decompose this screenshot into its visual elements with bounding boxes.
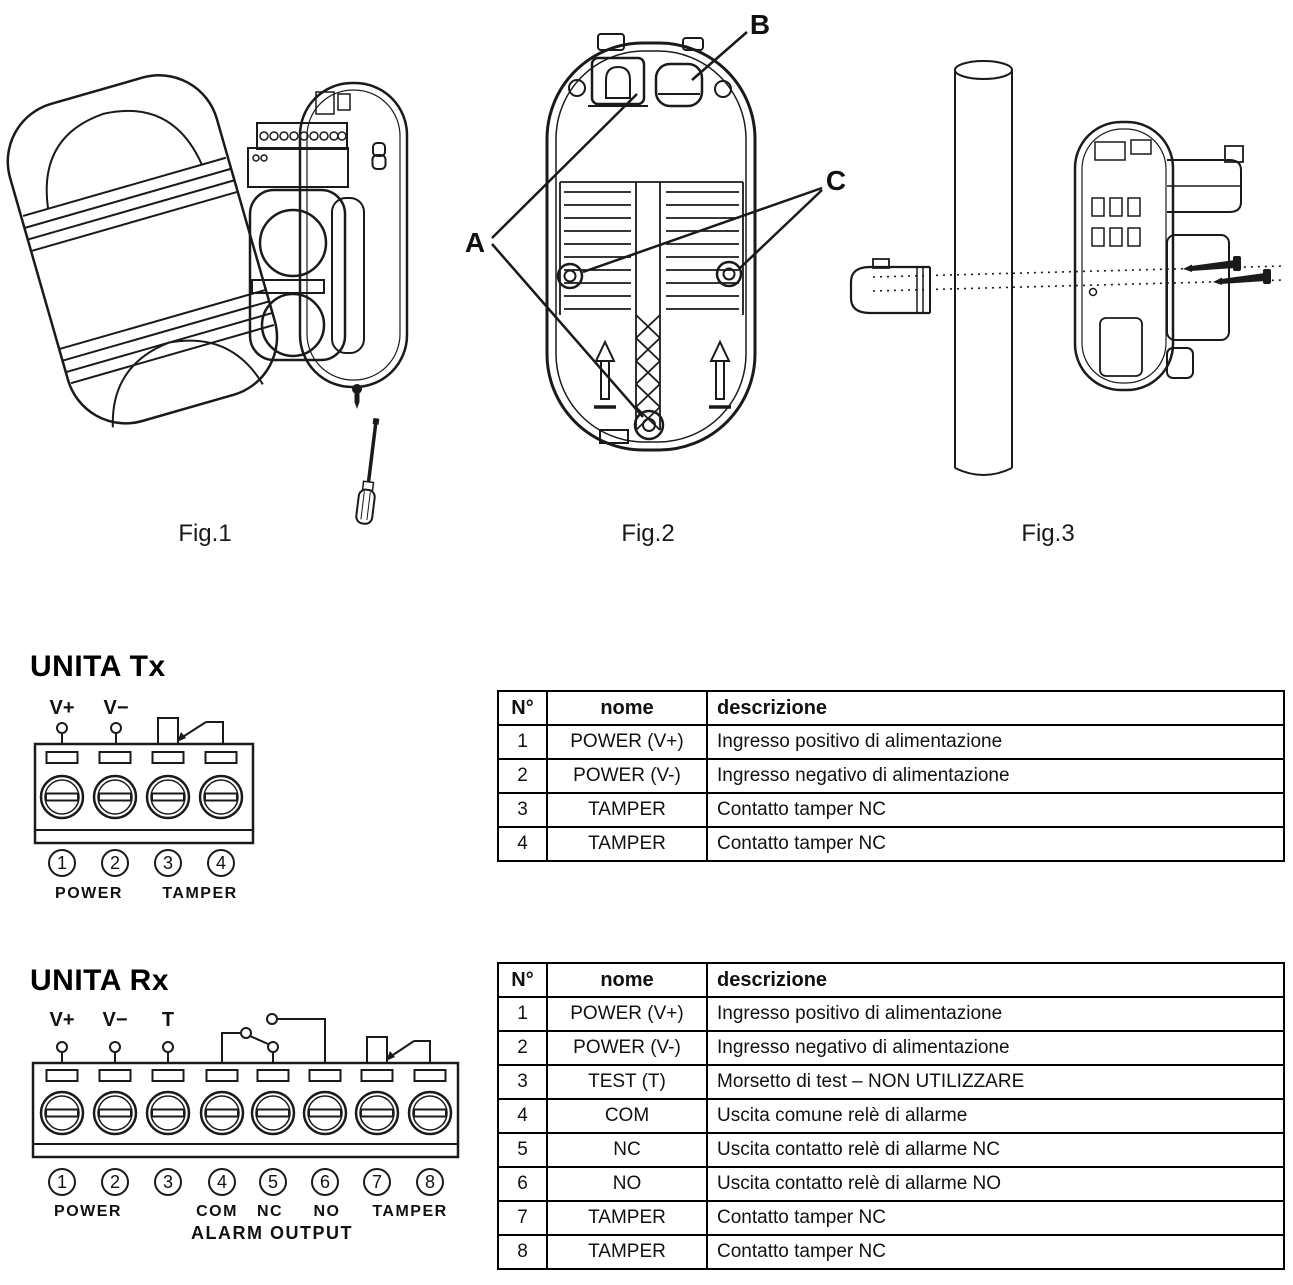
tx-terminal-block xyxy=(35,744,253,843)
rx-pin-label-vplus: V+ xyxy=(49,1009,75,1031)
table-cell: Ingresso negativo di alimentazione xyxy=(707,1031,1284,1065)
table-row xyxy=(498,827,1284,861)
table-row xyxy=(498,1167,1284,1201)
fig3-caption: Fig.3 xyxy=(1021,520,1075,547)
screw-terminal[interactable] xyxy=(94,1092,136,1134)
table-cell: 8 xyxy=(498,1235,547,1269)
screw-terminal[interactable] xyxy=(409,1092,451,1134)
up-arrow-icon xyxy=(709,342,731,407)
svg-text:3: 3 xyxy=(162,853,174,873)
mounting-pole xyxy=(955,61,1012,475)
table-cell: Ingresso positivo di alimentazione xyxy=(707,725,1284,759)
table-cell: Uscita contatto relè di allarme NO xyxy=(707,1167,1284,1201)
detector-front-cover xyxy=(0,61,291,437)
rx-spec-table xyxy=(497,962,1285,1270)
tx-unit-title: UNITA Tx xyxy=(30,650,166,683)
column-header: nome xyxy=(547,963,707,997)
screw-hole xyxy=(635,411,663,439)
detector-side-view xyxy=(1075,122,1243,390)
fig1-drawing xyxy=(30,30,460,530)
terminal-number xyxy=(208,850,234,876)
screw-terminal[interactable] xyxy=(200,776,242,818)
table-row xyxy=(498,793,1284,827)
screw-terminal[interactable] xyxy=(41,1092,83,1134)
pin-leads xyxy=(57,723,121,744)
svg-text:7: 7 xyxy=(371,1172,383,1192)
rx-tamper-label: TAMPER xyxy=(372,1203,448,1220)
table-cell: 4 xyxy=(498,1099,547,1133)
table-row xyxy=(498,1133,1284,1167)
fig3-drawing xyxy=(845,30,1293,530)
svg-text:2: 2 xyxy=(109,1172,121,1192)
screw-terminal[interactable] xyxy=(201,1092,243,1134)
table-cell: POWER (V-) xyxy=(547,1031,707,1065)
table-cell: 3 xyxy=(498,793,547,827)
screw-terminal[interactable] xyxy=(252,1092,294,1134)
svg-text:1: 1 xyxy=(56,1172,68,1192)
table-cell: 5 xyxy=(498,1133,547,1167)
pole-clamp xyxy=(851,259,930,313)
screw-terminal[interactable] xyxy=(304,1092,346,1134)
table-header-row xyxy=(498,691,1284,725)
screw-icon xyxy=(1183,256,1241,272)
back-plate xyxy=(547,34,755,450)
screwdriver-icon xyxy=(355,417,384,524)
rx-pin-label-t: T xyxy=(161,1009,175,1031)
pin-leads xyxy=(57,1042,173,1063)
screw-terminal[interactable] xyxy=(147,1092,189,1134)
screw-terminal[interactable] xyxy=(147,776,189,818)
table-cell: 6 xyxy=(498,1167,547,1201)
terminal-number xyxy=(312,1169,338,1195)
table-row xyxy=(498,725,1284,759)
column-header: nome xyxy=(547,691,707,725)
table-row xyxy=(498,1235,1284,1269)
table-cell: NC xyxy=(547,1133,707,1167)
screw-icon xyxy=(1213,269,1271,285)
table-cell: 2 xyxy=(498,759,547,793)
rx-power-label: POWER xyxy=(54,1203,122,1220)
rx-alarm-output-label: ALARM OUTPUT xyxy=(191,1223,353,1243)
table-header-row xyxy=(498,963,1284,997)
fig2-drawing xyxy=(440,0,870,520)
table-cell: Morsetto di test – NON UTILIZZARE xyxy=(707,1065,1284,1099)
rx-no-label: NO xyxy=(313,1203,341,1220)
label-c: C xyxy=(825,165,847,196)
screw-hole xyxy=(558,264,582,288)
table-cell: POWER (V+) xyxy=(547,997,707,1031)
label-b: B xyxy=(749,9,771,40)
rx-nc-label: NC xyxy=(256,1203,284,1220)
table-cell: Contatto tamper NC xyxy=(707,1201,1284,1235)
terminal-number xyxy=(102,1169,128,1195)
alignment-dotted-lines xyxy=(873,266,1285,291)
svg-text:8: 8 xyxy=(424,1172,436,1192)
table-cell: TAMPER xyxy=(547,827,707,861)
tx-pin-label-vminus: V− xyxy=(103,697,129,719)
table-cell: POWER (V+) xyxy=(547,725,707,759)
svg-text:1: 1 xyxy=(56,853,68,873)
table-row xyxy=(498,759,1284,793)
relay-changeover-symbol xyxy=(222,1014,325,1063)
tx-terminal-diagram xyxy=(20,688,290,913)
table-row xyxy=(498,1201,1284,1235)
table-cell: TAMPER xyxy=(547,1235,707,1269)
screw-terminal[interactable] xyxy=(41,776,83,818)
table-cell: 3 xyxy=(498,1065,547,1099)
svg-text:5: 5 xyxy=(267,1172,279,1192)
svg-text:4: 4 xyxy=(215,853,227,873)
fig1-caption: Fig.1 xyxy=(178,520,232,547)
table-row xyxy=(498,997,1284,1031)
terminal-number xyxy=(155,850,181,876)
tx-pin-label-vplus: V+ xyxy=(49,697,75,719)
table-cell: Ingresso negativo di alimentazione xyxy=(707,759,1284,793)
rx-com-label: COM xyxy=(196,1203,238,1220)
table-cell: POWER (V-) xyxy=(547,759,707,793)
table-cell: Uscita comune relè di allarme xyxy=(707,1099,1284,1133)
table-cell: Contatto tamper NC xyxy=(707,793,1284,827)
wall-slot xyxy=(656,64,702,106)
terminal-number xyxy=(209,1169,235,1195)
tamper-switch-symbol xyxy=(367,1037,430,1063)
table-cell: 1 xyxy=(498,997,547,1031)
table-cell: TAMPER xyxy=(547,1201,707,1235)
table-row xyxy=(498,1099,1284,1133)
rx-pin-label-vminus: V− xyxy=(102,1009,128,1031)
screw-terminal[interactable] xyxy=(94,776,136,818)
table-cell: Ingresso positivo di alimentazione xyxy=(707,997,1284,1031)
table-cell: TAMPER xyxy=(547,793,707,827)
terminal-number xyxy=(364,1169,390,1195)
screw-icon xyxy=(352,384,362,409)
table-cell: 1 xyxy=(498,725,547,759)
tamper-switch-symbol xyxy=(158,718,223,744)
crosshatch-strip xyxy=(636,182,660,430)
column-header: N° xyxy=(498,691,547,725)
tx-power-label: POWER xyxy=(55,885,123,902)
svg-text:2: 2 xyxy=(109,853,121,873)
terminal-number xyxy=(417,1169,443,1195)
svg-text:3: 3 xyxy=(162,1172,174,1192)
screw-terminal[interactable] xyxy=(356,1092,398,1134)
terminal-number xyxy=(155,1169,181,1195)
table-cell: 7 xyxy=(498,1201,547,1235)
tx-spec-table xyxy=(497,690,1285,862)
table-cell: COM xyxy=(547,1099,707,1133)
tx-tamper-label: TAMPER xyxy=(162,885,238,902)
column-header: descrizione xyxy=(707,963,1284,997)
table-cell: Uscita contatto relè di allarme NC xyxy=(707,1133,1284,1167)
terminal-number xyxy=(49,1169,75,1195)
table-row xyxy=(498,1065,1284,1099)
table-cell: NO xyxy=(547,1167,707,1201)
table-cell: TEST (T) xyxy=(547,1065,707,1099)
svg-text:6: 6 xyxy=(319,1172,331,1192)
rx-terminal-diagram xyxy=(20,1003,465,1251)
rx-terminal-block xyxy=(33,1063,458,1157)
column-header: N° xyxy=(498,963,547,997)
label-a: A xyxy=(464,227,486,258)
table-cell: Contatto tamper NC xyxy=(707,827,1284,861)
table-cell: 4 xyxy=(498,827,547,861)
svg-text:4: 4 xyxy=(216,1172,228,1192)
terminal-number xyxy=(102,850,128,876)
fig2-caption: Fig.2 xyxy=(621,520,675,547)
terminal-number xyxy=(49,850,75,876)
table-cell: 2 xyxy=(498,1031,547,1065)
column-header: descrizione xyxy=(707,691,1284,725)
table-row xyxy=(498,1031,1284,1065)
rx-unit-title: UNITA Rx xyxy=(30,964,169,997)
terminal-number xyxy=(260,1169,286,1195)
detector-body xyxy=(248,83,407,387)
table-cell: Contatto tamper NC xyxy=(707,1235,1284,1269)
